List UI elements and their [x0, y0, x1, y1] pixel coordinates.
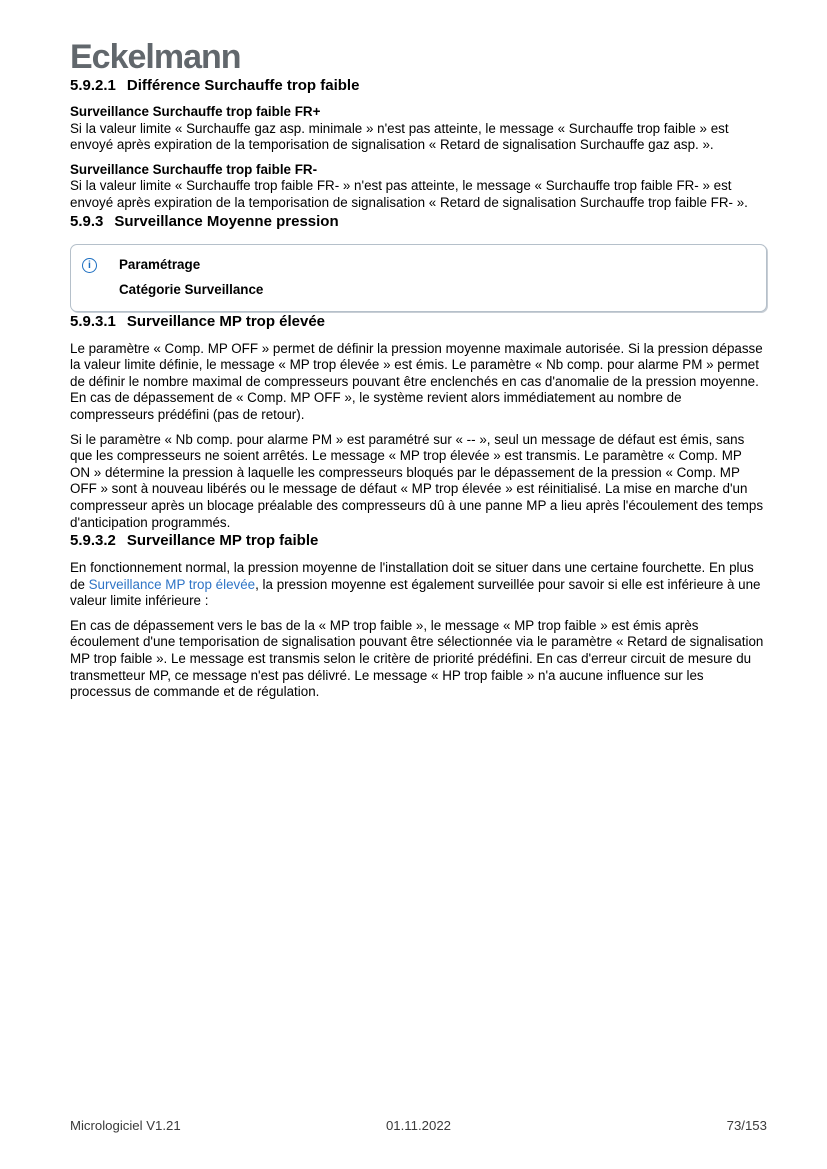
section-heading-5-9-3: [70, 212, 767, 231]
footer-firmware-version: Micrologiciel V1.21: [70, 1118, 181, 1133]
section-title: Différence Surchauffe trop faible: [126, 77, 360, 94]
section-number: 5.9.3.1: [70, 312, 116, 330]
section-title: Surveillance MP trop faible: [126, 532, 319, 550]
paragraph-mp-faible-2: En cas de dépassement vers le bas de la « MP trop faible », le message « MP trop faible » est émis après écoulement d'une temporisation de signalisation pouvant être sélectionnée via le paramètre « Retard de signalisation MP trop faible ». Le message est transmis selon le critère de priorité prédéfini. En cas d'erreur circuit de mesure du transmetteur MP, ce message n'est pas délivré. Le message « HP trop faible » n'a aucune influence sur les processus de commande et de régulation.: [70, 617, 764, 700]
info-note-box: [70, 244, 767, 312]
paragraph-mp-faible-1: [70, 560, 767, 610]
subheading-surveillance-fr-minus: Surveillance Surchauffe trop faible FR-: [70, 161, 318, 177]
info-note-line-parametrage: Paramétrage: [119, 256, 201, 272]
eckelmann-logo: Eckelmann: [70, 38, 241, 76]
section-title: Surveillance MP trop élevée: [126, 312, 326, 330]
cross-reference-link-surveillance-mp-trop-elevee[interactable]: Surveillance MP trop élevée: [88, 576, 256, 592]
section-heading-5-9-2-1: [70, 76, 767, 95]
section-heading-5-9-3-1: [70, 312, 767, 331]
page-content: [70, 0, 767, 701]
section-title: Surveillance Moyenne pression: [114, 212, 339, 230]
section-heading-5-9-3-2: [70, 531, 767, 550]
section-number: 5.9.3: [70, 212, 104, 230]
subheading-surveillance-fr-plus: Surveillance Surchauffe trop faible FR+: [70, 104, 321, 119]
footer-page-number: 73/153: [726, 1118, 767, 1133]
paragraph-fr-plus: Si la valeur limite « Surchauffe gaz asp. minimale » n'est pas atteinte, le message « Surchauffe trop faible » est envoyé après expiration de la temporisation de signalisation « Retard de signalisation Surchauffe gaz asp. ».: [70, 120, 729, 153]
paragraph-mp-elevee-1: Le paramètre « Comp. MP OFF » permet de définir la pression moyenne maximale autorisée. Si la pression dépasse la valeur limite définie, le message « MP trop élevée » est émis. Le paramètre « Nb comp. pour alarme PM » permet de définir le nombre maximal de compresseurs pouvant être enclenchés en cas d'anomalie de la pression moyenne. En cas de dépassement de « Comp. MP OFF », le système revient alors immédiatement au nombre de compresseurs prédéfini (pas de retour).: [70, 340, 763, 422]
paragraph-fr-minus: Si la valeur limite « Surchauffe trop faible FR- » n'est pas atteinte, le message « Surchauffe trop faible FR- » est envoyé après expiration de la temporisation de signalisation « Retard de signalisation Surchauffe trop faible FR- ».: [70, 178, 748, 210]
paragraph-text: En fonctionnement normal, la pression moyenne de l'installation doit se situer dans une certaine fourchette. En plus de: [70, 560, 754, 592]
paragraph-text: , la pression moyenne est également surveillée pour savoir si elle est inférieure à une valeur limite inférieure :: [70, 576, 761, 609]
info-icon: i: [82, 258, 97, 273]
footer-date: 01.11.2022: [385, 1118, 451, 1133]
page-footer: [70, 1118, 767, 1134]
paragraph-mp-elevee-2: Si le paramètre « Nb comp. pour alarme PM » est paramétré sur « -- », seul un message de défaut est émis, sans que les compresseurs ne soient arrêtés. Le message « MP trop élevée » est transmis. Le paramètre « Comp. MP ON » détermine la pression à laquelle les compresseurs bloqués par le dépassement de la pression « Comp. MP OFF » sont à nouveau libérés ou le message de défaut « MP trop élevée » est réinitialisé. La mise en marche d'un compresseur après un blocage préalable des compresseurs dû à une panne MP a lieu après l'écoulement des temps d'anticipation programmés.: [70, 431, 764, 530]
info-note-text: [119, 257, 263, 297]
section-number: 5.9.2.1: [70, 77, 116, 94]
section-number: 5.9.3.2: [70, 532, 116, 550]
info-note-line-categorie: Catégorie Surveillance: [119, 281, 264, 297]
